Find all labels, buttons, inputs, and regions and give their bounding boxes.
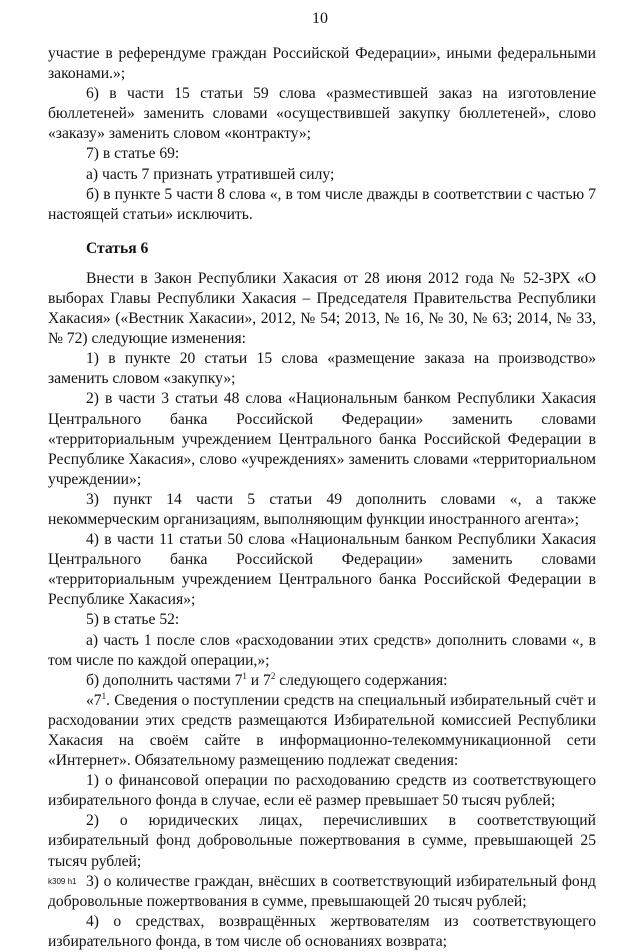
paragraph: 6) в части 15 статьи 59 слова «разместившей заказ на изготовление бюллетеней» заменить словами «осуществившей закупку бюллетеней», слово «заказу» заменить словом «контракту»; — [48, 85, 596, 143]
document-code: k309 h1 — [48, 877, 77, 886]
document-body — [48, 44, 596, 952]
text-fragment: следующего содержания: — [275, 671, 448, 689]
text-fragment: «7 — [86, 691, 102, 709]
page-number: 10 — [312, 10, 328, 27]
text-fragment: и 7 — [246, 671, 271, 689]
paragraph: участие в референдуме граждан Российской Федерации», иными федеральными законами.»; — [48, 45, 596, 83]
paragraph: 2) о юридических лицах, перечисливших в соответствующий избирательный фонд добровольные пожертвования в сумме, превышающей 25 тысяч рублей; — [48, 812, 596, 870]
paragraph — [48, 671, 596, 691]
paragraph: 1) о финансовой операции по расходованию средств из соответствующего избирательного фонда в случае, если её размер превышает 50 тысяч рублей; — [48, 772, 596, 810]
article-heading: Статья 6 — [86, 239, 149, 257]
paragraph: 7) в статье 69: — [86, 145, 180, 163]
paragraph: Внести в Закон Республики Хакасия от 28 июня 2012 года № 52-ЗРХ «О выборах Главы Республики Хакасия – Председателя Правительства Республики Хакасия» («Вестник Хакасии», 2012, № 54; 2013, № 16, № 30, № 63; 2014, № 33, № 72) следующие изменения: — [48, 269, 596, 348]
superscript: 2 — [270, 670, 276, 681]
superscript: 1 — [101, 690, 107, 701]
paragraph: 2) в части 3 статьи 48 слова «Национальным банком Республики Хакасия Центрального банка Российской Федерации» заменить словами «территориальным учреждением Центрального банка Российской Федерации в Республике Хакасия», слово «учреждениях» заменить словами «территориальном учреждении»; — [48, 390, 596, 488]
paragraph: 4) о средствах, возвращённых жертвователям из соответствующего избирательного фонда, в том числе об основаниях возврата; — [48, 912, 596, 950]
paragraph: 5) в статье 52: — [86, 611, 180, 629]
superscript: 1 — [242, 670, 247, 681]
text-fragment: б) дополнить частями 7 — [86, 671, 243, 689]
paragraph: 3) о количестве граждан, внёсших в соответствующий избирательный фонд добровольные пожертвования в сумме, превышающей 20 тысяч рублей; — [48, 872, 596, 910]
paragraph: а) часть 1 после слов «расходовании этих средств» дополнить словами «, в том числе по каждой операции,»; — [48, 631, 596, 669]
paragraph — [48, 691, 596, 771]
text-fragment: . Сведения о поступлении средств на специальный избирательный счёт и расходовании этих средств размещаются Избирательной комиссией Республики Хакасия на своём сайте в информационно-телекоммуникационной сети «Интернет». Обязательному размещению подлежат сведения: — [48, 691, 596, 770]
paragraph: 4) в части 11 статьи 50 слова «Национальным банком Республики Хакасия Центрального банка Российской Федерации» заменить словами «территориальным учреждением Центрального банка Российской Федерации в Республике Хакасия»; — [48, 531, 596, 609]
paragraph: 1) в пункте 20 статьи 15 слова «размещение заказа на производство» заменить словом «закупку»; — [48, 350, 596, 388]
paragraph: а) часть 7 признать утратившей силу; — [86, 165, 335, 183]
paragraph: 3) пункт 14 части 5 статьи 49 дополнить словами «, а также некоммерческим организациям, выполняющим функции иностранного агента»; — [48, 490, 596, 528]
paragraph: б) в пункте 5 части 8 слова «, в том числе дважды в соответствии с частью 7 настоящей статьи» исключить. — [48, 185, 596, 223]
